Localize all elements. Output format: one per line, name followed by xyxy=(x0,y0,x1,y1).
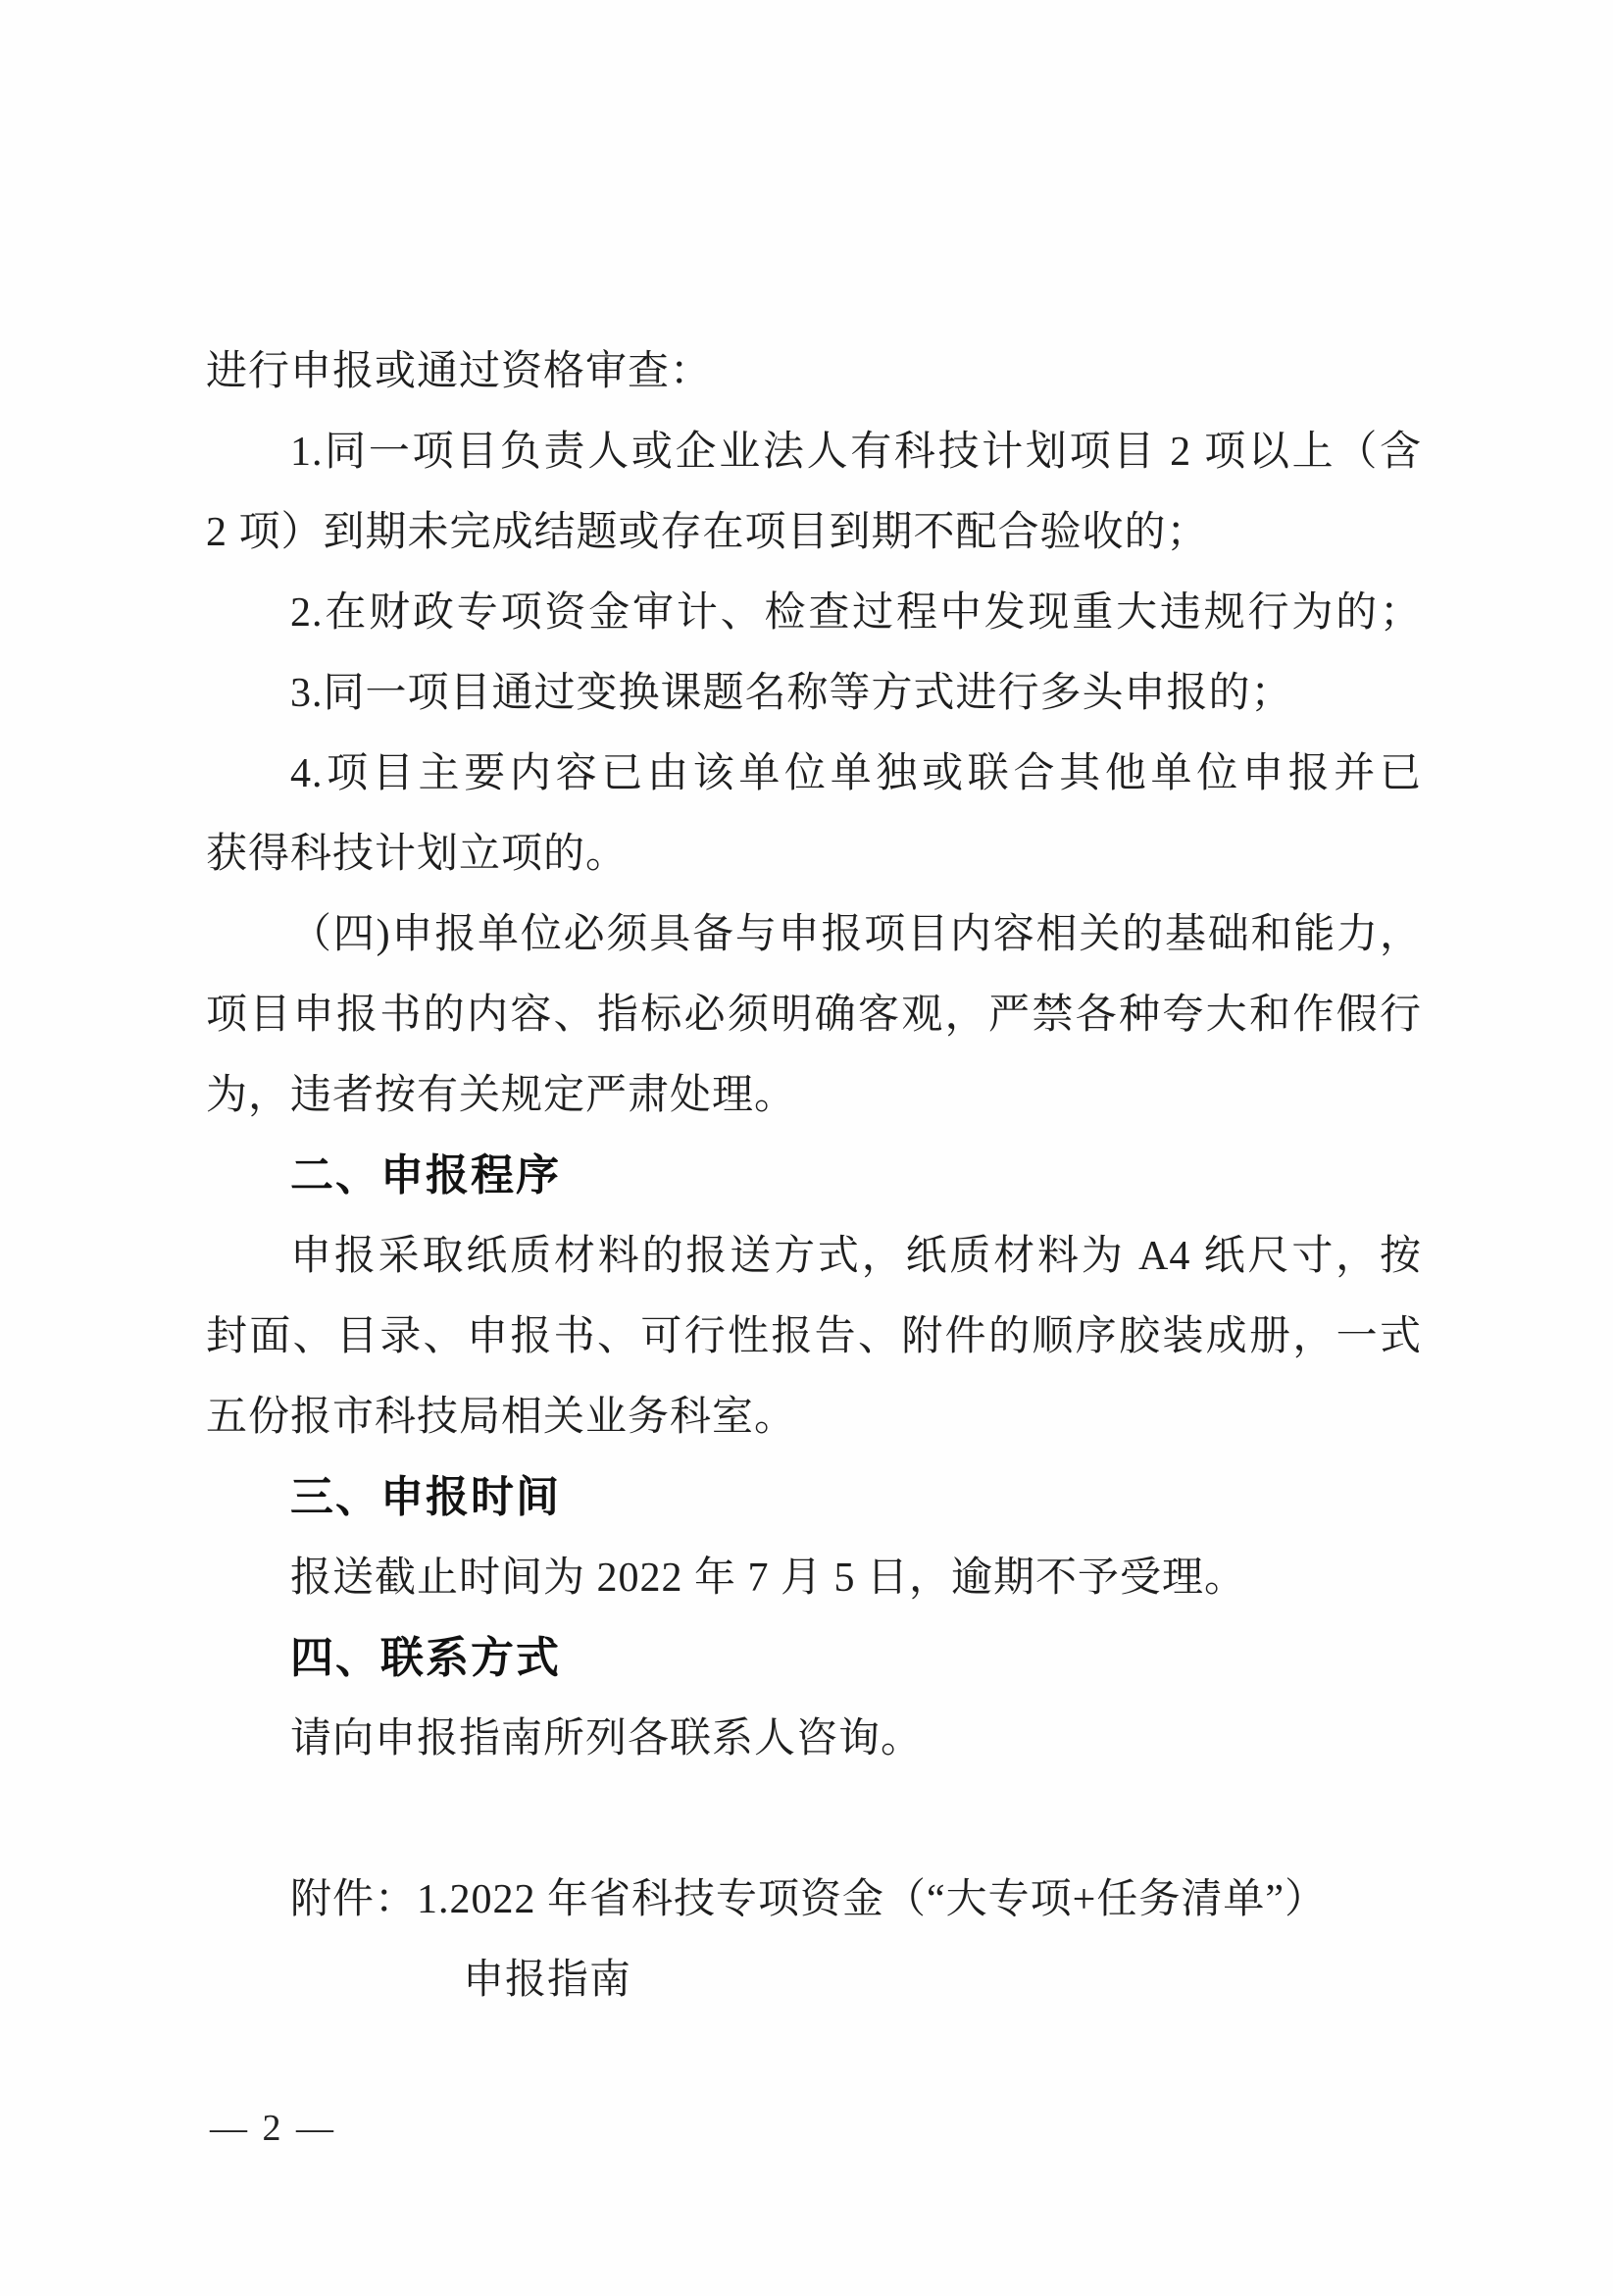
text-line: 项目申报书的内容、指标必须明确客观，严禁各种夸大和作假行 xyxy=(206,993,1422,1038)
section-heading: 二、申报程序 xyxy=(290,1151,561,1199)
text-line: 请向申报指南所列各联系人咨询。 xyxy=(290,1716,924,1761)
text-line: 1.同一项目负责人或企业法人有科技计划项目 2 项以上（含 xyxy=(290,430,1422,475)
attachment-line: 申报指南 xyxy=(463,1958,632,2003)
text-line: （四)申报单位必须具备与申报项目内容相关的基础和能力， xyxy=(290,912,1422,957)
text-line: 封面、目录、申报书、可行性报告、附件的顺序胶装成册，一式 xyxy=(206,1314,1422,1359)
page-number: — 2 — xyxy=(210,2108,336,2149)
text-line: 2.在财政专项资金审计、检查过程中发现重大违规行为的； xyxy=(290,590,1422,636)
text-line: 附件：1.2022 年省科技专项资金（“大专项+任务清单”） xyxy=(290,1877,1327,1922)
blank-line xyxy=(206,1779,1422,1860)
text-line: 获得科技计划立项的。 xyxy=(206,832,629,877)
text-line: 3.同一项目通过变换课题名称等方式进行多头申报的； xyxy=(290,671,1293,716)
text-line: 申报采取纸质材料的报送方式，纸质材料为 A4 纸尺寸，按 xyxy=(290,1234,1422,1279)
document-body xyxy=(206,332,1422,2020)
text-line: 为，违者按有关规定严肃处理。 xyxy=(206,1073,797,1118)
section-heading: 四、联系方式 xyxy=(290,1634,561,1682)
text-line: 2 项）到期未完成结题或存在项目到期不配合验收的； xyxy=(206,510,1209,555)
text-line: 五份报市科技局相关业务科室。 xyxy=(206,1395,797,1440)
text-line: 报送截止时间为 2022 年 7 月 5 日，逾期不予受理。 xyxy=(290,1556,1247,1601)
section-heading: 三、申报时间 xyxy=(290,1473,561,1521)
text-line: 进行申报或通过资格审查： xyxy=(206,349,713,394)
text-line: 4.项目主要内容已由该单位单独或联合其他单位申报并已 xyxy=(290,751,1422,796)
